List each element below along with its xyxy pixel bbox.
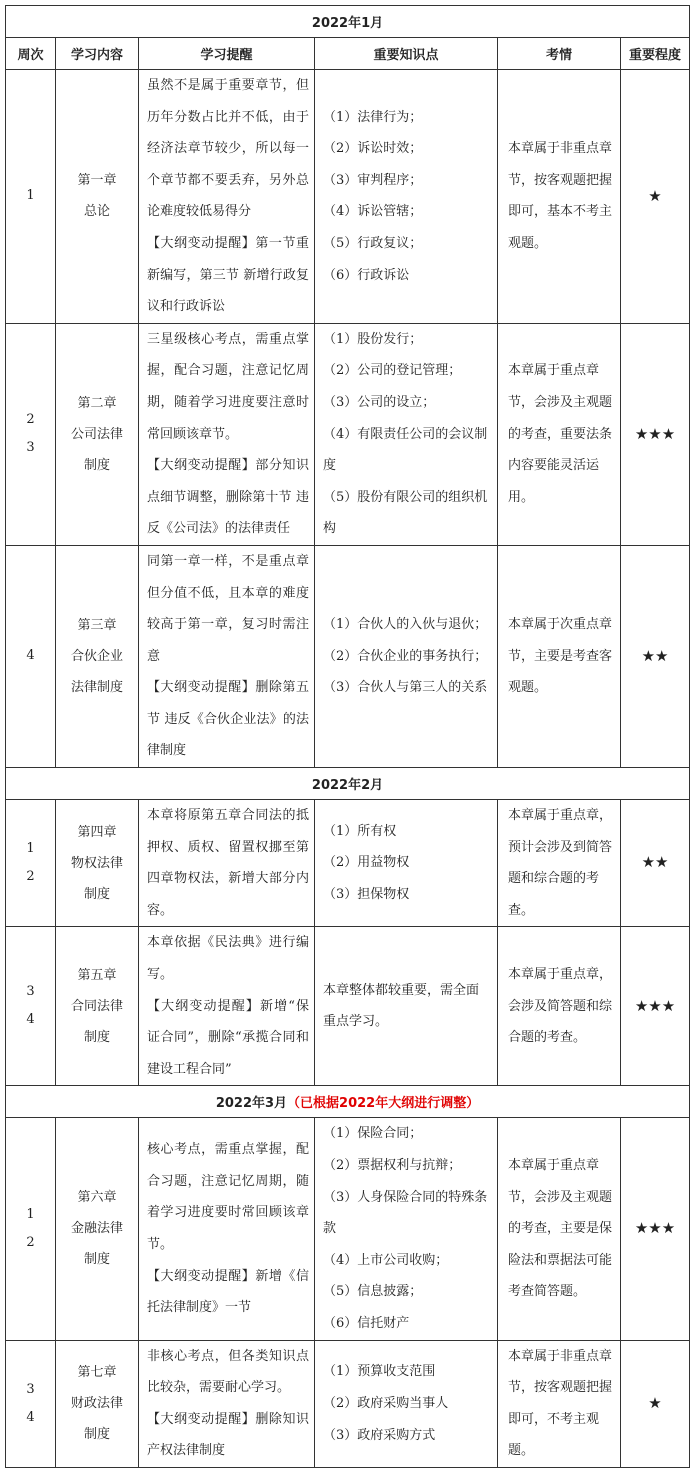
table-row (6, 927, 690, 1086)
table-row (6, 70, 690, 324)
chapter-line: 第三章 (77, 617, 117, 633)
week-cell (6, 323, 56, 545)
month-note: （已根据2022年大纲进行调整） (287, 1096, 480, 1112)
header-tips: 学习提醒 (139, 38, 315, 70)
knowledge-point: 本章整体都较重要，需全面重点学习。 (323, 982, 480, 1030)
knowledge-point: （6）信托财产 (323, 1315, 410, 1331)
tip-paragraph: 虽然不是属于重要章节，但历年分数占比并不低，由于经济法章节较少，所以每一个章节都不要丢弃，另外总论难度较低易得分 (147, 78, 309, 220)
week-cell (6, 927, 56, 1086)
table-row (6, 1118, 690, 1340)
chapter-line: 制度 (83, 1427, 110, 1443)
chapter-line: 合伙企业 (70, 648, 123, 664)
points-cell (315, 927, 498, 1086)
week-number: 4 (26, 1409, 35, 1425)
knowledge-point: （1）法律行为； (323, 109, 423, 125)
header-content: 学习内容 (56, 38, 139, 70)
tip-paragraph: 【大纲变动提醒】新增“保证合同”，删除“承揽合同和建设工程合同” (147, 998, 309, 1077)
knowledge-point: （3）政府采购方式 (323, 1427, 436, 1443)
study-plan-table (5, 5, 690, 1468)
tip-paragraph: 【大纲变动提醒】部分知识点细节调整，删除第十节 违反《公司法》的法律责任 (147, 458, 309, 537)
tips-cell (139, 927, 315, 1086)
header-exam: 考情 (498, 38, 621, 70)
importance-stars: ★★ (621, 545, 690, 767)
tip-paragraph: 【大纲变动提醒】第一节重新编写，第三节 新增行政复议和行政诉讼 (147, 235, 309, 315)
importance-stars: ★★★ (621, 323, 690, 545)
week-number: 3 (26, 440, 35, 456)
tip-paragraph: 【大纲变动提醒】删除知识产权法律制度 (147, 1411, 309, 1459)
chapter-line: 制度 (83, 886, 110, 902)
knowledge-point: （6）行政诉讼 (323, 267, 410, 283)
points-cell (315, 70, 498, 324)
week-cell (6, 800, 56, 927)
month-row (6, 6, 690, 38)
knowledge-point: （4）上市公司收购； (323, 1252, 449, 1268)
week-cell (6, 1118, 56, 1340)
exam-cell: 本章属于重点章节，会涉及主观题的考查，重要法条内容要能灵活运用。 (498, 323, 621, 545)
header-week: 周次 (6, 38, 56, 70)
exam-cell: 本章属于非重点章节，按客观题把握即可，不考主观题。 (498, 1340, 621, 1467)
week-cell (6, 545, 56, 767)
points-cell (315, 1118, 498, 1340)
importance-stars: ★★ (621, 800, 690, 927)
chapter-line: 第二章 (77, 395, 117, 411)
tips-cell (139, 1118, 315, 1340)
week-number: 2 (26, 1234, 35, 1250)
table-row (6, 1340, 690, 1467)
chapter-line: 制度 (83, 1029, 110, 1045)
tip-paragraph: 本章依据《民法典》进行编写。 (147, 935, 309, 983)
week-number: 1 (26, 1206, 35, 1222)
knowledge-point: （2）公司的登记管理； (323, 363, 462, 379)
tip-paragraph: 同第一章一样，不是重点章但分值不低，且本章的难度较高于第一章，复习时需注意 (147, 553, 309, 664)
table-row (6, 800, 690, 927)
knowledge-point: （5）信息披露； (323, 1284, 423, 1300)
tips-cell (139, 70, 315, 324)
content-cell (56, 800, 139, 927)
tips-cell (139, 800, 315, 927)
points-cell (315, 1340, 498, 1467)
content-cell (56, 1340, 139, 1467)
points-cell (315, 800, 498, 927)
week-number: 4 (26, 648, 35, 664)
week-number: 2 (26, 412, 35, 428)
week-number: 2 (26, 869, 35, 885)
chapter-line: 法律制度 (70, 679, 123, 695)
knowledge-point: （3）合伙人与第三人的关系 (323, 680, 488, 696)
exam-cell: 本章属于重点章，预计会涉及到简答题和综合题的考查。 (498, 800, 621, 927)
month-label: 2022年1月 (6, 6, 690, 38)
week-cell (6, 1340, 56, 1467)
week-number: 3 (26, 1381, 35, 1397)
header-row (6, 38, 690, 70)
chapter-line: 金融法律 (70, 1221, 123, 1237)
week-cell (6, 70, 56, 324)
content-cell (56, 70, 139, 324)
knowledge-point: （3）担保物权 (323, 887, 410, 903)
tip-paragraph: 本章将原第五章合同法的抵押权、质权、留置权挪至第四章物权法，新增大部分内容。 (147, 808, 309, 918)
knowledge-point: （2）政府采购当事人 (323, 1395, 449, 1411)
importance-stars: ★ (621, 1340, 690, 1467)
tips-cell (139, 545, 315, 767)
chapter-line: 制度 (83, 1252, 110, 1268)
tips-cell (139, 1340, 315, 1467)
knowledge-point: （3）人身保险合同的特殊条款 (323, 1189, 488, 1237)
knowledge-point: （1）股份发行； (323, 331, 423, 347)
tip-paragraph: 三星级核心考点，需重点掌握，配合习题，注意记忆周期，随着学习进度要注意时常回顾该章节。 (147, 331, 309, 442)
month-label: 2022年3月 (215, 1096, 288, 1112)
points-cell (315, 323, 498, 545)
knowledge-point: （5）行政复议； (323, 235, 423, 251)
chapter-line: 公司法律 (70, 426, 123, 442)
knowledge-point: （1）预算收支范围 (323, 1364, 436, 1380)
tip-paragraph: 非核心考点，但各类知识点比较杂，需要耐心学习。 (147, 1348, 309, 1396)
chapter-line: 总论 (83, 204, 110, 220)
tip-paragraph: 核心考点，需重点掌握，配合习题，注意记忆周期，随着学习进度要时常回顾该章节。 (147, 1142, 309, 1252)
knowledge-point: （4）有限责任公司的会议制度 (323, 426, 488, 474)
table-row (6, 545, 690, 767)
chapter-line: 第一章 (77, 173, 117, 189)
content-cell (56, 323, 139, 545)
header-points: 重要知识点 (315, 38, 498, 70)
knowledge-point: （2）合伙企业的事务执行； (323, 648, 488, 664)
knowledge-point: （1）保险合同； (323, 1126, 423, 1142)
knowledge-point: （2）诉讼时效； (323, 141, 423, 157)
knowledge-point: （5）股份有限公司的组织机构 (323, 489, 488, 537)
month-row (6, 1086, 690, 1118)
knowledge-point: （4）诉讼管辖； (323, 204, 423, 220)
tip-paragraph: 【大纲变动提醒】删除第五节 违反《合伙企业法》的法律制度 (147, 680, 309, 759)
tips-cell (139, 323, 315, 545)
importance-stars: ★★★ (621, 1118, 690, 1340)
importance-stars: ★ (621, 70, 690, 324)
knowledge-point: （2）票据权利与抗辩； (323, 1158, 462, 1173)
chapter-line: 合同法律 (70, 998, 123, 1014)
importance-stars: ★★★ (621, 927, 690, 1086)
exam-cell: 本章属于重点章节，会涉及主观题的考查，主要是保险法和票据法可能考查简答题。 (498, 1118, 621, 1340)
week-number: 3 (26, 984, 35, 1000)
knowledge-point: （3）审判程序； (323, 172, 423, 188)
content-cell (56, 545, 139, 767)
exam-cell: 本章属于次重点章节，主要是考查客观题。 (498, 545, 621, 767)
exam-cell: 本章属于非重点章节，按客观题把握即可，基本不考主观题。 (498, 70, 621, 324)
month-row (6, 768, 690, 800)
table-row (6, 323, 690, 545)
week-number: 4 (26, 1012, 35, 1028)
month-label: 2022年2月 (6, 768, 690, 800)
chapter-line: 制度 (83, 457, 110, 473)
knowledge-point: （3）公司的设立； (323, 394, 436, 410)
tip-paragraph: 【大纲变动提醒】新增《信托法律制度》一节 (147, 1268, 309, 1316)
chapter-line: 第五章 (77, 967, 117, 983)
knowledge-point: （2）用益物权 (323, 855, 410, 871)
week-number: 1 (26, 841, 35, 857)
header-importance: 重要程度 (621, 38, 690, 70)
chapter-line: 第七章 (77, 1365, 117, 1381)
knowledge-point: （1）合伙人的入伙与退伙； (323, 617, 488, 633)
exam-cell: 本章属于重点章，会涉及简答题和综合题的考查。 (498, 927, 621, 1086)
content-cell (56, 927, 139, 1086)
chapter-line: 第六章 (77, 1190, 117, 1206)
chapter-line: 财政法律 (70, 1396, 123, 1412)
week-number: 1 (26, 188, 35, 204)
chapter-line: 物权法律 (70, 855, 123, 871)
chapter-line: 第四章 (77, 824, 117, 840)
points-cell (315, 545, 498, 767)
content-cell (56, 1118, 139, 1340)
knowledge-point: （1）所有权 (323, 823, 397, 839)
